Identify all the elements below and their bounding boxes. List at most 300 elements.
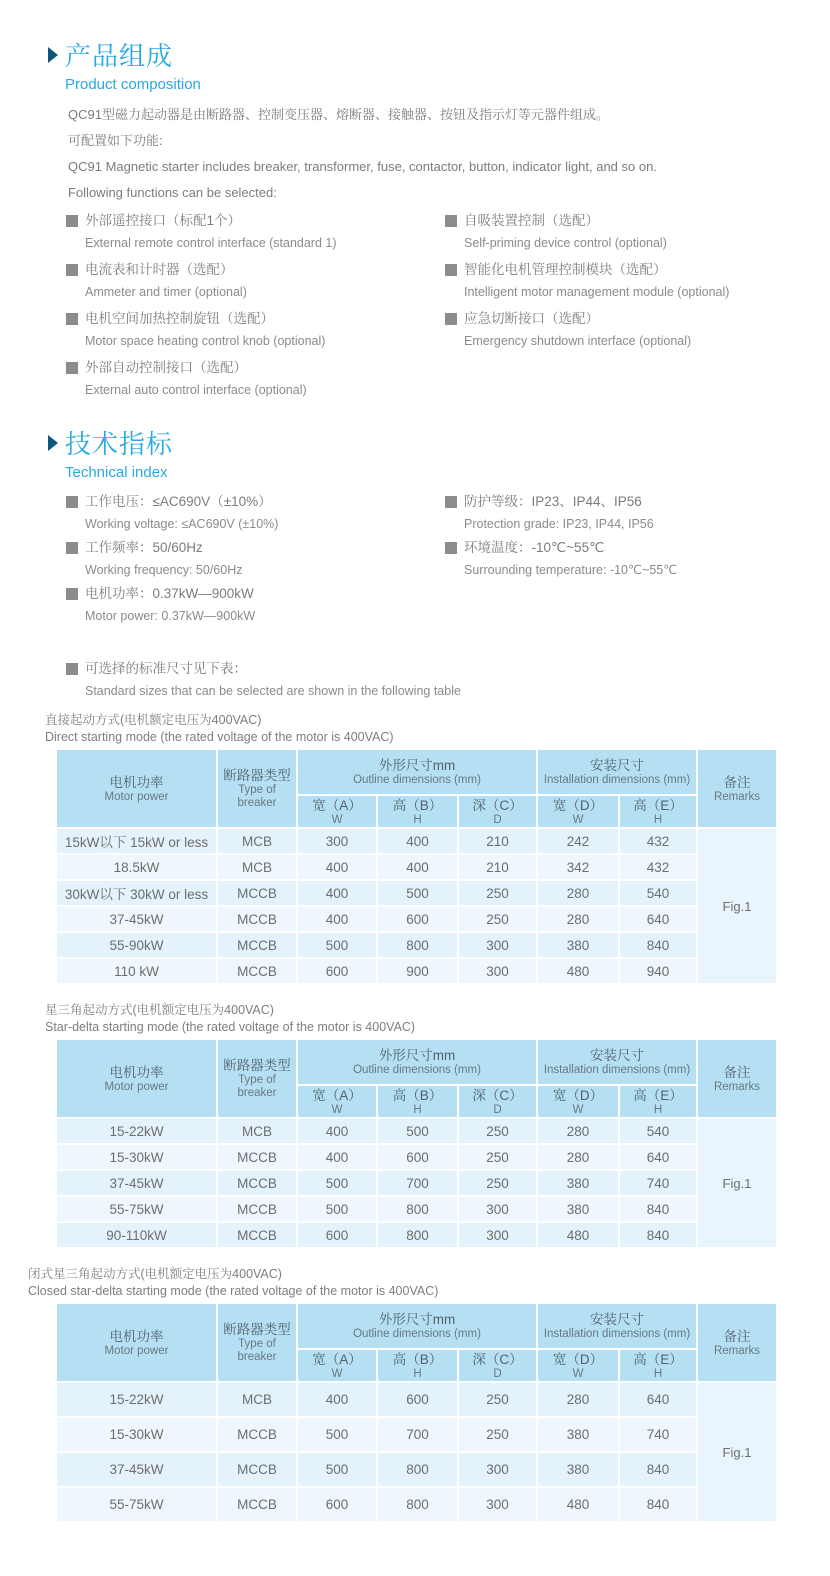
tech-en-text: Surrounding temperature: -10℃~55℃ bbox=[464, 563, 678, 577]
col-subheader-cn: 宽（A） bbox=[312, 797, 362, 813]
square-bullet-icon bbox=[445, 313, 457, 325]
table-cell: 37-45kW bbox=[56, 1452, 217, 1487]
col-subheader bbox=[377, 1085, 458, 1118]
feature-cn-text: 外部自动控制接口（选配） bbox=[85, 360, 247, 375]
table-cell: 380 bbox=[537, 1417, 619, 1452]
table-cell: 250 bbox=[458, 880, 537, 906]
table-cell: 600 bbox=[297, 1487, 377, 1522]
col-header-motor-power-en: Motor power bbox=[104, 1080, 169, 1093]
table-cell: 55-75kW bbox=[56, 1487, 217, 1522]
col-header-breaker-type-en: Type of breaker bbox=[237, 1074, 277, 1099]
note-en-text: Standard sizes that can be selected are shown in the following table bbox=[85, 684, 461, 698]
col-header-remarks bbox=[697, 749, 777, 828]
table-cell: 90-110kW bbox=[56, 1222, 217, 1248]
table-cell: 15-22kW bbox=[56, 1118, 217, 1144]
feature-item bbox=[66, 359, 445, 398]
table-cell: 250 bbox=[458, 1144, 537, 1170]
feature-cn-text: 电流表和计时器（选配） bbox=[85, 262, 234, 277]
col-header-breaker-type-cn: 断路器类型 bbox=[223, 768, 291, 783]
table-row bbox=[56, 906, 777, 932]
tech-columns bbox=[66, 493, 808, 631]
table-cell: MCB bbox=[217, 828, 297, 854]
intro-line: 可配置如下功能: bbox=[68, 133, 163, 148]
tech-item bbox=[445, 493, 808, 532]
col-subheader bbox=[537, 795, 619, 828]
section-product-composition bbox=[48, 36, 808, 408]
feature-list-left bbox=[66, 212, 445, 398]
tech-list-right bbox=[445, 493, 808, 578]
spec-table bbox=[56, 1303, 777, 1522]
table-cell: 250 bbox=[458, 1118, 537, 1144]
feature-item bbox=[445, 261, 808, 300]
table-cell: 37-45kW bbox=[56, 906, 217, 932]
tech-cn bbox=[66, 539, 445, 556]
col-header-motor-power bbox=[56, 749, 217, 828]
square-bullet-icon bbox=[445, 215, 457, 227]
table-cell: 700 bbox=[377, 1170, 458, 1196]
table-cell: 300 bbox=[458, 1487, 537, 1522]
table-cell: 540 bbox=[619, 1118, 697, 1144]
table-cell: 30kW以下 30kW or less bbox=[56, 880, 217, 906]
col-subheader bbox=[619, 795, 697, 828]
table-row bbox=[56, 854, 777, 880]
table-caption-en: Star-delta starting mode (the rated voltage of the motor is 400VAC) bbox=[45, 1020, 416, 1034]
table-cell: 210 bbox=[458, 854, 537, 880]
table-block bbox=[45, 712, 777, 984]
feature-list-right bbox=[445, 212, 808, 349]
feature-cn bbox=[445, 212, 808, 229]
table-cell: 480 bbox=[537, 1487, 619, 1522]
table-cell: 342 bbox=[537, 854, 619, 880]
col-header-outline-dimensions bbox=[297, 1039, 537, 1085]
section-heading bbox=[48, 424, 808, 461]
table-cell: 300 bbox=[458, 958, 537, 984]
col-subheader bbox=[537, 1349, 619, 1382]
table-cell: 840 bbox=[619, 1196, 697, 1222]
table-cell: 480 bbox=[537, 958, 619, 984]
col-subheader-cn: 深（C） bbox=[472, 1351, 523, 1367]
col-subheader bbox=[458, 1085, 537, 1118]
intro-line: QC91 Magnetic starter includes breaker, transformer, fuse, contactor, button, indicator light, and so on. bbox=[68, 159, 657, 174]
tech-item bbox=[445, 539, 808, 578]
col-header-breaker-type bbox=[217, 749, 297, 828]
section-title-cn: 产品组成 bbox=[65, 41, 174, 71]
spec-tables-area bbox=[28, 712, 777, 1540]
table-cell: 55-75kW bbox=[56, 1196, 217, 1222]
table-cell: 700 bbox=[377, 1417, 458, 1452]
table-cell: MCCB bbox=[217, 880, 297, 906]
table-cell: MCCB bbox=[217, 958, 297, 984]
col-subheader bbox=[537, 1085, 619, 1118]
spec-table bbox=[56, 749, 777, 984]
section-technical-index bbox=[48, 424, 808, 631]
arrow-right-icon bbox=[48, 435, 58, 451]
col-subheader bbox=[619, 1349, 697, 1382]
tech-en-text: Protection grade: IP23, IP44, IP56 bbox=[464, 517, 654, 531]
table-cell: 500 bbox=[297, 1417, 377, 1452]
feature-item bbox=[66, 310, 445, 349]
col-header-installation-dimensions bbox=[537, 1039, 697, 1085]
square-bullet-icon bbox=[66, 663, 78, 675]
table-cell: 500 bbox=[297, 932, 377, 958]
tech-cn-text: 环境温度：-10℃~55℃ bbox=[464, 540, 605, 555]
square-bullet-icon bbox=[445, 542, 457, 554]
table-caption bbox=[45, 712, 777, 746]
intro-paragraphs bbox=[68, 107, 808, 200]
table-cell: 300 bbox=[458, 932, 537, 958]
square-bullet-icon bbox=[66, 264, 78, 276]
table-cell: 280 bbox=[537, 880, 619, 906]
table-row bbox=[56, 828, 777, 854]
feature-cn bbox=[445, 310, 808, 327]
col-subheader-en: H bbox=[653, 1103, 663, 1116]
table-cell: 15kW以下 15kW or less bbox=[56, 828, 217, 854]
table-cell: 400 bbox=[297, 906, 377, 932]
col-header-motor-power bbox=[56, 1303, 217, 1382]
feature-en-text: Motor space heating control knob (optional) bbox=[85, 334, 326, 348]
table-row bbox=[56, 1382, 777, 1417]
col-header-outline-dimensions-cn: 外形尺寸mm bbox=[378, 1312, 456, 1327]
tech-cn bbox=[445, 539, 808, 556]
table-cell: 500 bbox=[297, 1452, 377, 1487]
square-bullet-icon bbox=[66, 542, 78, 554]
feature-item bbox=[66, 212, 445, 251]
table-cell: MCCB bbox=[217, 1170, 297, 1196]
table-cell: MCCB bbox=[217, 906, 297, 932]
table-row bbox=[56, 932, 777, 958]
table-row bbox=[56, 1144, 777, 1170]
col-header-outline-dimensions-en: Outline dimensions (mm) bbox=[353, 1064, 481, 1076]
col-subheader bbox=[297, 1349, 377, 1382]
table-caption-cn: 直接起动方式(电机额定电压为400VAC) bbox=[45, 713, 262, 727]
col-header-remarks-en: Remarks bbox=[713, 1080, 760, 1093]
feature-en-text: Intelligent motor management module (optional) bbox=[464, 285, 730, 299]
table-cell: 500 bbox=[297, 1196, 377, 1222]
col-header-outline-dimensions-cn: 外形尺寸mm bbox=[378, 758, 456, 773]
table-cell: 400 bbox=[377, 854, 458, 880]
col-header-breaker-type-en: Type of breaker bbox=[237, 1338, 277, 1363]
table-row bbox=[56, 958, 777, 984]
table-cell: 300 bbox=[458, 1222, 537, 1248]
section-title-en: Technical index bbox=[65, 464, 168, 481]
feature-cn-text: 外部遥控接口（标配1个） bbox=[85, 213, 242, 228]
square-bullet-icon bbox=[445, 264, 457, 276]
col-subheader-cn: 深（C） bbox=[472, 797, 523, 813]
table-cell: 940 bbox=[619, 958, 697, 984]
tech-item bbox=[66, 585, 445, 624]
table-caption-en: Direct starting mode (the rated voltage of the motor is 400VAC) bbox=[45, 730, 394, 744]
table-cell: 210 bbox=[458, 828, 537, 854]
col-header-installation-dimensions bbox=[537, 1303, 697, 1349]
table-cell: 500 bbox=[377, 880, 458, 906]
feature-columns bbox=[66, 212, 808, 408]
tech-item bbox=[66, 493, 445, 532]
col-header-remarks-cn: 备注 bbox=[723, 774, 751, 790]
table-cell: 800 bbox=[377, 1487, 458, 1522]
table-cell: 380 bbox=[537, 1452, 619, 1487]
col-subheader-cn: 宽（A） bbox=[312, 1351, 362, 1367]
square-bullet-icon bbox=[66, 313, 78, 325]
col-header-remarks bbox=[697, 1303, 777, 1382]
col-header-motor-power-en: Motor power bbox=[104, 790, 169, 803]
feature-cn-text: 电机空间加热控制旋钮（选配） bbox=[85, 311, 274, 326]
col-subheader-cn: 宽（D） bbox=[552, 1351, 604, 1367]
col-header-installation-dimensions bbox=[537, 749, 697, 795]
table-caption bbox=[45, 1002, 777, 1036]
tech-cn bbox=[445, 493, 808, 510]
col-header-installation-dimensions-cn: 安装尺寸 bbox=[590, 758, 644, 773]
table-cell: 600 bbox=[377, 906, 458, 932]
col-header-installation-dimensions-en: Installation dimensions (mm) bbox=[543, 1328, 691, 1340]
col-subheader-en: W bbox=[331, 1103, 343, 1116]
table-cell: MCB bbox=[217, 1382, 297, 1417]
table-cell: MCCB bbox=[217, 1452, 297, 1487]
table-row bbox=[56, 880, 777, 906]
col-header-remarks-cn: 备注 bbox=[723, 1328, 751, 1344]
intro-line: QC91型磁力起动器是由断路器、控制变压器、熔断器、接触器、按钮及指示灯等元器件组成。 bbox=[68, 107, 609, 122]
col-subheader-cn: 宽（A） bbox=[312, 1087, 362, 1103]
col-subheader-en: D bbox=[493, 813, 502, 826]
table-cell: MCB bbox=[217, 854, 297, 880]
col-subheader-cn: 宽（D） bbox=[552, 1087, 604, 1103]
col-header-outline-dimensions-en: Outline dimensions (mm) bbox=[353, 1328, 481, 1340]
col-header-outline-dimensions bbox=[297, 1303, 537, 1349]
feature-cn bbox=[66, 212, 445, 229]
col-header-installation-dimensions-en: Installation dimensions (mm) bbox=[543, 1064, 691, 1076]
table-cell: MCCB bbox=[217, 1196, 297, 1222]
tech-item bbox=[66, 539, 445, 578]
table-cell: 800 bbox=[377, 1222, 458, 1248]
table-cell: 300 bbox=[297, 828, 377, 854]
table-caption-cn: 闭式星三角起动方式(电机额定电压为400VAC) bbox=[28, 1267, 282, 1281]
col-header-breaker-type bbox=[217, 1039, 297, 1118]
table-cell: 600 bbox=[377, 1382, 458, 1417]
table-row bbox=[56, 1118, 777, 1144]
col-subheader-cn: 高（B） bbox=[392, 797, 443, 813]
feature-item bbox=[66, 261, 445, 300]
table-cell: 400 bbox=[377, 828, 458, 854]
col-subheader bbox=[377, 795, 458, 828]
col-header-motor-power-cn: 电机功率 bbox=[109, 1328, 164, 1344]
table-block bbox=[45, 1002, 777, 1248]
table-cell: MCCB bbox=[217, 1417, 297, 1452]
col-header-motor-power bbox=[56, 1039, 217, 1118]
col-header-outline-dimensions-cn: 外形尺寸mm bbox=[378, 1048, 456, 1063]
table-cell: 480 bbox=[537, 1222, 619, 1248]
table-row bbox=[56, 1417, 777, 1452]
table-cell: MCCB bbox=[217, 1222, 297, 1248]
table-cell: 300 bbox=[458, 1452, 537, 1487]
table-cell: 740 bbox=[619, 1417, 697, 1452]
col-header-motor-power-en: Motor power bbox=[104, 1344, 169, 1357]
table-cell: 500 bbox=[297, 1170, 377, 1196]
table-cell: 18.5kW bbox=[56, 854, 217, 880]
tech-en-text: Working frequency: 50/60Hz bbox=[85, 563, 243, 577]
square-bullet-icon bbox=[445, 496, 457, 508]
feature-cn-text: 智能化电机管理控制模块（选配） bbox=[464, 262, 667, 277]
col-subheader-en: D bbox=[493, 1367, 502, 1380]
table-caption bbox=[28, 1266, 777, 1300]
col-subheader-cn: 深（C） bbox=[472, 1087, 523, 1103]
table-cell: 432 bbox=[619, 828, 697, 854]
feature-en-text: Ammeter and timer (optional) bbox=[85, 285, 247, 299]
remark-cell: Fig.1 bbox=[697, 828, 777, 984]
col-subheader-en: W bbox=[572, 1367, 584, 1380]
col-subheader-en: H bbox=[653, 813, 663, 826]
table-row bbox=[56, 1196, 777, 1222]
col-subheader bbox=[458, 795, 537, 828]
table-cell: 37-45kW bbox=[56, 1170, 217, 1196]
table-cell: 380 bbox=[537, 932, 619, 958]
square-bullet-icon bbox=[66, 496, 78, 508]
feature-cn bbox=[66, 261, 445, 278]
col-header-remarks bbox=[697, 1039, 777, 1118]
col-subheader bbox=[297, 1085, 377, 1118]
table-cell: 400 bbox=[297, 880, 377, 906]
table-cell: 400 bbox=[297, 1382, 377, 1417]
tech-cn bbox=[66, 493, 445, 510]
table-cell: 640 bbox=[619, 1144, 697, 1170]
col-header-motor-power-cn: 电机功率 bbox=[109, 1064, 164, 1080]
col-subheader-cn: 高（E） bbox=[633, 797, 683, 813]
col-subheader bbox=[458, 1349, 537, 1382]
col-subheader-en: W bbox=[572, 813, 584, 826]
table-cell: 500 bbox=[377, 1118, 458, 1144]
note-cn-text: 可选择的标准尺寸见下表： bbox=[85, 661, 247, 676]
col-subheader-en: W bbox=[331, 1367, 343, 1380]
table-cell: 400 bbox=[297, 1118, 377, 1144]
col-subheader-en: H bbox=[413, 813, 422, 826]
col-header-breaker-type bbox=[217, 1303, 297, 1382]
table-cell: 15-22kW bbox=[56, 1382, 217, 1417]
section-title-cn: 技术指标 bbox=[65, 429, 174, 459]
intro-line: Following functions can be selected: bbox=[68, 185, 277, 200]
col-header-installation-dimensions-cn: 安装尺寸 bbox=[590, 1312, 644, 1327]
table-cell: 400 bbox=[297, 854, 377, 880]
table-cell: MCCB bbox=[217, 932, 297, 958]
table-cell: 600 bbox=[377, 1144, 458, 1170]
square-bullet-icon bbox=[66, 588, 78, 600]
col-subheader-en: D bbox=[493, 1103, 502, 1116]
tech-en-text: Motor power: 0.37kW—900kW bbox=[85, 609, 256, 623]
table-cell: 300 bbox=[458, 1196, 537, 1222]
table-cell: 840 bbox=[619, 932, 697, 958]
col-header-remarks-cn: 备注 bbox=[723, 1064, 751, 1080]
table-block bbox=[28, 1266, 777, 1522]
table-cell: 250 bbox=[458, 1382, 537, 1417]
tech-list-left bbox=[66, 493, 445, 624]
col-header-breaker-type-cn: 断路器类型 bbox=[223, 1058, 291, 1073]
tech-cn-text: 防护等级：IP23、IP44、IP56 bbox=[464, 494, 642, 509]
table-cell: MCB bbox=[217, 1118, 297, 1144]
col-subheader-cn: 高（E） bbox=[633, 1087, 683, 1103]
tech-cn-text: 工作频率：50/60Hz bbox=[85, 540, 203, 555]
standard-sizes-note bbox=[66, 660, 461, 699]
table-cell: 432 bbox=[619, 854, 697, 880]
col-header-breaker-type-cn: 断路器类型 bbox=[223, 1322, 291, 1337]
table-cell: 600 bbox=[297, 958, 377, 984]
col-header-motor-power-cn: 电机功率 bbox=[109, 774, 164, 790]
feature-cn bbox=[445, 261, 808, 278]
table-row bbox=[56, 1452, 777, 1487]
tech-en-text: Working voltage: ≤AC690V (±10%) bbox=[85, 517, 279, 531]
table-row bbox=[56, 1170, 777, 1196]
table-cell: 640 bbox=[619, 906, 697, 932]
table-cell: 800 bbox=[377, 932, 458, 958]
table-cell: MCCB bbox=[217, 1144, 297, 1170]
table-cell: 640 bbox=[619, 1382, 697, 1417]
col-header-outline-dimensions bbox=[297, 749, 537, 795]
col-subheader-en: W bbox=[572, 1103, 584, 1116]
col-header-installation-dimensions-en: Installation dimensions (mm) bbox=[543, 774, 691, 786]
col-subheader-en: W bbox=[331, 813, 343, 826]
table-cell: 15-30kW bbox=[56, 1417, 217, 1452]
table-cell: 250 bbox=[458, 1170, 537, 1196]
feature-en-text: External remote control interface (standard 1) bbox=[85, 236, 337, 250]
table-cell: 250 bbox=[458, 1417, 537, 1452]
table-caption-en: Closed star-delta starting mode (the rated voltage of the motor is 400VAC) bbox=[28, 1284, 439, 1298]
table-cell: 250 bbox=[458, 906, 537, 932]
table-row bbox=[56, 1222, 777, 1248]
table-cell: 15-30kW bbox=[56, 1144, 217, 1170]
table-cell: 280 bbox=[537, 906, 619, 932]
table-cell: 400 bbox=[297, 1144, 377, 1170]
table-cell: 740 bbox=[619, 1170, 697, 1196]
tech-cn-text: 工作电压：≤AC690V（±10%） bbox=[85, 494, 272, 509]
col-subheader-en: H bbox=[413, 1103, 422, 1116]
square-bullet-icon bbox=[66, 362, 78, 374]
tech-cn bbox=[66, 585, 445, 602]
table-cell: 800 bbox=[377, 1196, 458, 1222]
table-cell: 110 kW bbox=[56, 958, 217, 984]
table-cell: 242 bbox=[537, 828, 619, 854]
table-cell: 540 bbox=[619, 880, 697, 906]
note-cn bbox=[66, 660, 461, 677]
feature-en-text: External auto control interface (optional) bbox=[85, 383, 307, 397]
feature-cn-text: 应急切断接口（选配） bbox=[464, 311, 599, 326]
spec-table bbox=[56, 1039, 777, 1248]
feature-en-text: Self-priming device control (optional) bbox=[464, 236, 667, 250]
table-cell: 380 bbox=[537, 1196, 619, 1222]
table-row bbox=[56, 1487, 777, 1522]
col-header-installation-dimensions-cn: 安装尺寸 bbox=[590, 1048, 644, 1063]
table-cell: 840 bbox=[619, 1487, 697, 1522]
table-cell: 800 bbox=[377, 1452, 458, 1487]
col-header-remarks-en: Remarks bbox=[713, 1344, 760, 1357]
table-cell: 840 bbox=[619, 1452, 697, 1487]
col-header-outline-dimensions-en: Outline dimensions (mm) bbox=[353, 774, 481, 786]
section-heading bbox=[48, 36, 808, 73]
feature-en-text: Emergency shutdown interface (optional) bbox=[464, 334, 692, 348]
table-cell: 840 bbox=[619, 1222, 697, 1248]
arrow-right-icon bbox=[48, 47, 58, 63]
col-subheader-cn: 高（B） bbox=[392, 1351, 443, 1367]
table-cell: 280 bbox=[537, 1382, 619, 1417]
feature-item bbox=[445, 310, 808, 349]
remark-cell: Fig.1 bbox=[697, 1118, 777, 1248]
col-subheader-cn: 宽（D） bbox=[552, 797, 604, 813]
table-caption-cn: 星三角起动方式(电机额定电压为400VAC) bbox=[45, 1003, 274, 1017]
col-subheader-en: H bbox=[413, 1367, 422, 1380]
section-title-en: Product composition bbox=[65, 76, 201, 93]
table-cell: MCCB bbox=[217, 1487, 297, 1522]
feature-cn bbox=[66, 359, 445, 376]
col-subheader-cn: 高（E） bbox=[633, 1351, 683, 1367]
table-cell: 380 bbox=[537, 1170, 619, 1196]
feature-cn bbox=[66, 310, 445, 327]
feature-item bbox=[445, 212, 808, 251]
col-header-remarks-en: Remarks bbox=[713, 790, 760, 803]
